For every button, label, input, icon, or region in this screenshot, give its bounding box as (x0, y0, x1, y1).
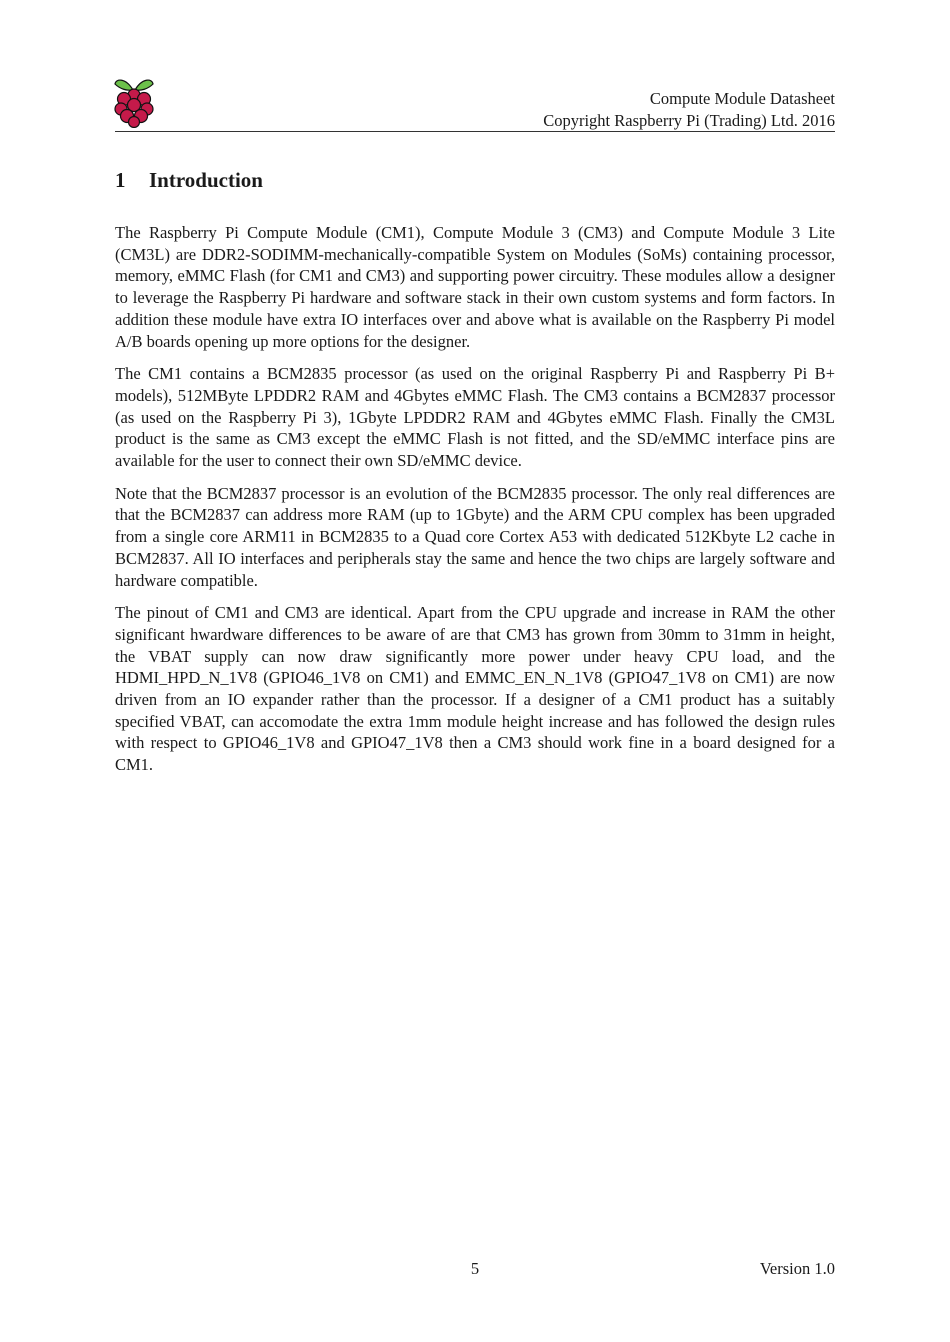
section-title: Introduction (149, 168, 263, 192)
section-number: 1 (115, 168, 126, 192)
paragraph: The CM1 contains a BCM2835 processor (as used on the original Raspberry Pi and Raspberry Pi B+ models), 512MByte LPDDR2 RAM and 4Gbytes eMMC Flash. The CM3 contains a BCM2837 processor (as used on the Raspberry Pi 3), 1Gbyte LPDDR2 RAM and 4Gbytes eMMC Flash. Finally the CM3L product is the same as CM3 except the eMMC Flash is not fitted, and the SD/eMMC interface pins are available for the user to connect their own SD/eMMC device. (115, 364, 835, 471)
version-label: Version 1.0 (759, 1259, 835, 1278)
paragraph: Note that the BCM2837 processor is an evolution of the BCM2835 processor. The only real differences are that the BCM2837 can address more RAM (up to 1Gbyte) and the ARM CPU complex has been upgraded from a single core ARM11 in BCM2835 to a Quad core Cortex A53 with dedicated 512Kbyte L2 cache in BCM2837. All IO interfaces and peripherals stay the same and hence the two chips are largely software and hardware compatible. (115, 483, 835, 590)
page-number: 5 (470, 1259, 480, 1278)
paragraph: The pinout of CM1 and CM3 are identical. Apart from the CPU upgrade and increase in RAM the other significant hwardware differences to be aware of are that CM3 has grown from 30mm to 31mm in height, the VBAT supply can now draw significantly more power under heavy CPU load, and the HDMI_HPD_N_1V8 (GPIO46_1V8 on CM1) and EMMC_EN_N_1V8 (GPIO47_1V8 on CM1) are now driven from an IO expander rather than the processor. If a designer of a CM1 product has a suitably specified VBAT, can accomodate the extra 1mm module height increase and has followed the design rules with respect to GPIO46_1V8 and GPIO47_1V8 then a CM3 should work fine in a board designed for a CM1. (115, 603, 835, 775)
body-text (115, 222, 835, 787)
header-divider (115, 131, 835, 132)
document-title: Compute Module Datasheet (649, 89, 835, 108)
raspberry-pi-logo-icon (112, 74, 156, 128)
paragraph: The Raspberry Pi Compute Module (CM1), Compute Module 3 (CM3) and Compute Module 3 Lite (CM3L) are DDR2-SODIMM-mechanically-compatible System on Modules (SoMs) containing processor, memory, eMMC Flash (for CM1 and CM3) and supporting power circuitry. These modules allow a designer to leverage the Raspberry Pi hardware and software stack in their own custom systems and form factors. In addition these module have extra IO interfaces over and above what is available on the Raspberry Pi model A/B boards opening up more options for the designer. (115, 223, 835, 351)
copyright-notice: Copyright Raspberry Pi (Trading) Ltd. 2016 (543, 111, 835, 130)
page-header (543, 88, 835, 132)
section-heading (115, 168, 263, 193)
